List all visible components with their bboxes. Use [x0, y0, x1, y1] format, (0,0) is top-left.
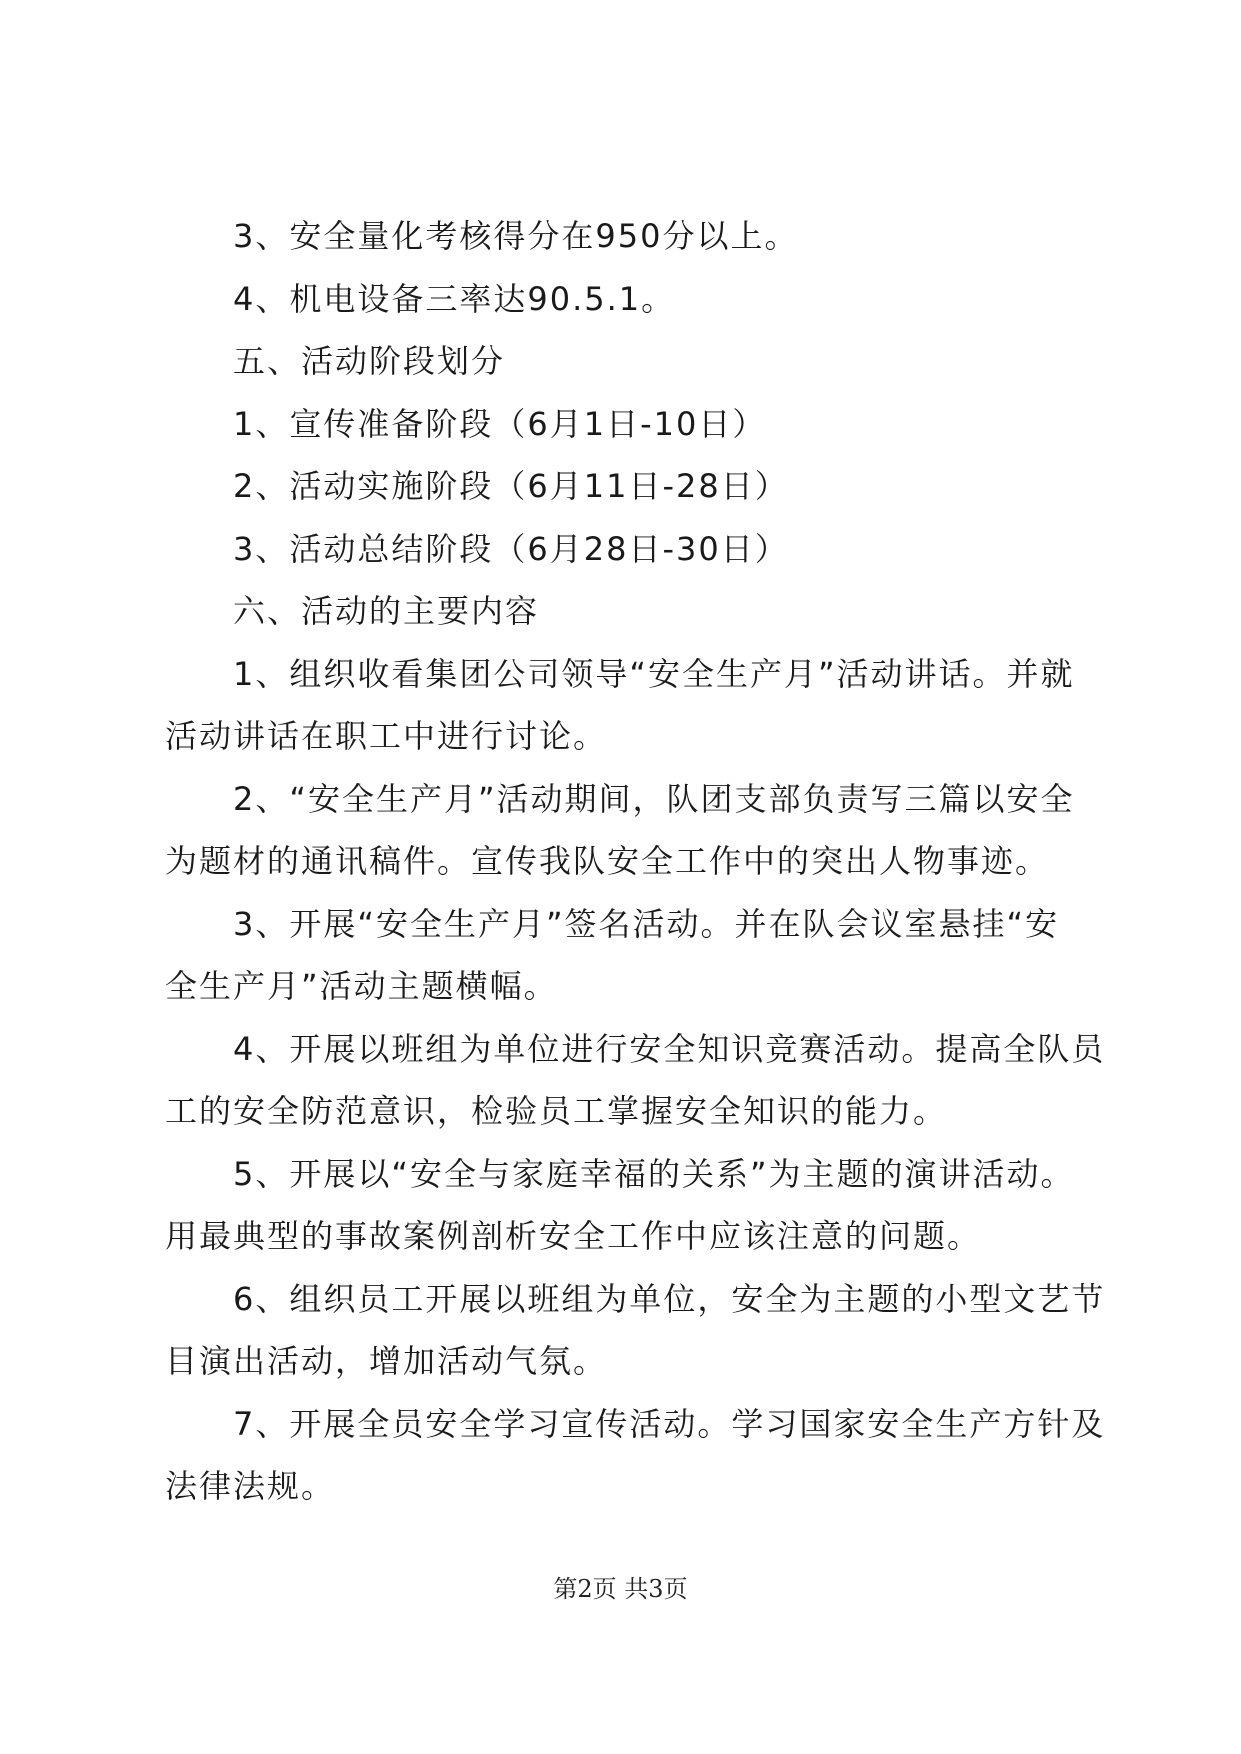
text-line: 3、开展“安全生产月”签名活动。并在队会议室悬挂“安	[233, 904, 1060, 943]
text-line: 1、组织收看集团公司领导“安全生产月”活动讲话。并就	[233, 654, 1075, 693]
text-line: 2、“安全生产月”活动期间，队团支部负责写三篇以安全	[233, 779, 1075, 818]
text-line: 4、机电设备三率达90.5.1。	[233, 279, 676, 318]
text-line: 为题材的通讯稿件。宣传我队安全工作中的突出人物事迹。	[165, 842, 1050, 880]
text-line: 4、开展以班组为单位进行安全知识竞赛活动。提高全队员	[233, 1029, 1106, 1068]
text-line: 2、活动实施阶段（6月11日-28日）	[233, 467, 789, 505]
page-number-label: 第2页 共3页	[553, 1575, 688, 1603]
text-line: 用最典型的事故案例剖析安全工作中应该注意的问题。	[165, 1217, 982, 1255]
text-line: 6、组织员工开展以班组为单位，安全为主题的小型文艺节	[233, 1279, 1106, 1318]
document-body	[165, 205, 1106, 1518]
text-line: 3、活动总结阶段（6月28日-30日）	[233, 529, 789, 568]
section-heading: 六、活动的主要内容	[233, 592, 540, 630]
text-line: 工的安全防范意识，检验员工掌握安全知识的能力。	[165, 1092, 948, 1130]
text-line: 目演出活动，增加活动气氛。	[165, 1342, 608, 1380]
text-line: 活动讲话在职工中进行讨论。	[165, 717, 608, 755]
text-line: 全生产月”活动主题横幅。	[165, 967, 558, 1005]
text-line: 3、安全量化考核得分在950分以上。	[233, 217, 799, 255]
text-line: 法律法规。	[165, 1467, 336, 1505]
text-line: 5、开展以“安全与家庭幸福的关系”为主题的演讲活动。	[233, 1154, 1075, 1193]
section-heading: 五、活动阶段划分	[233, 342, 506, 380]
text-line: 7、开展全员安全学习宣传活动。学习国家安全生产方针及	[233, 1404, 1106, 1443]
text-line: 1、宣传准备阶段（6月1日-10日）	[233, 404, 767, 443]
page-footer	[0, 1574, 1241, 1604]
